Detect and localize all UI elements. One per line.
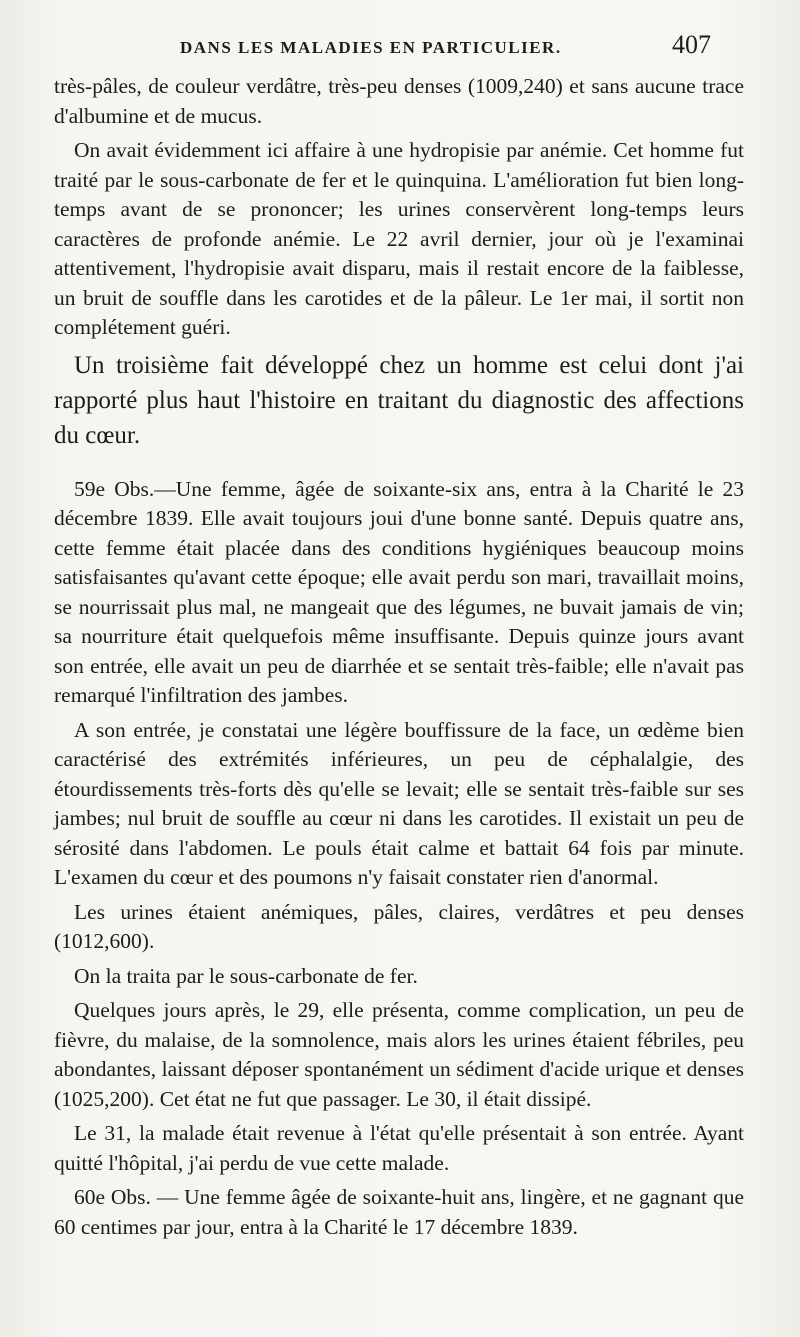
body-text <box>54 72 744 1242</box>
paragraph-urines: Les urines étaient anémiques, pâles, claires, verdâtres et peu denses (1012,600). <box>54 899 744 953</box>
paragraph-complication: Quelques jours après, le 29, elle présenta, comme complication, un peu de fièvre, du malaise, de la somnolence, mais alors les urines étaient fébriles, peu abondantes, laissant déposer spontanément un sédiment d'acide urique et denses (1025,200). Cet état ne fut que passager. Le 30, il était dissipé. <box>54 998 744 1111</box>
paragraph-obs-59: 59e Obs.—Une femme, âgée de soixante-six ans, entra à la Charité le 23 décembre 1839. Elle avait toujours joui d'une bonne santé. Depuis quatre ans, cette femme était placée dans des conditions hygiéniques beaucoup moins satisfaisantes qu'avant cette époque; elle avait perdu son mari, travaillait moins, se nourrissait plus mal, ne mangeait que des légumes, ne buvait jamais de vin; sa nourriture était quelquefois même insuffisante. Depuis quinze jours avant son entrée, elle avait un peu de diarrhée et se sentait très-faible; elle n'avait pas remarqué l'infiltration des jambes. <box>54 476 744 707</box>
paragraph-third-case: Un troisième fait développé chez un homme est celui dont j'ai rapporté plus haut l'histoire en traitant du diagnostic des affections du cœur. <box>54 351 744 449</box>
paragraph-discharge: Le 31, la malade était revenue à l'état qu'elle présentait à son entrée. Ayant quitté l'hôpital, j'ai perdu de vue cette malade. <box>54 1121 744 1175</box>
page-number: 407 <box>672 30 711 59</box>
paragraph-continuation: très-pâles, de couleur verdâtre, très-peu denses (1009,240) et sans aucune trace d'albumine et de mucus. <box>54 74 744 128</box>
paragraph-treatment-outcome: On avait évidemment ici affaire à une hydropisie par anémie. Cet homme fut traité par le sous-carbonate de fer et le quinquina. L'amélioration fut bien long-temps avant de se prononcer; les urines conservèrent long-temps leurs caractères de profonde anémie. Le 22 avril dernier, jour où je l'examinai attentivement, l'hydropisie avait disparu, mais il restait encore de la faiblesse, un bruit de souffle dans les carotides et de la pâleur. Le 1er mai, il sortit non complétement guéri. <box>54 138 744 339</box>
page-header <box>0 30 800 70</box>
paragraph-admission-exam: A son entrée, je constatai une légère bouffissure de la face, un œdème bien caractérisé des extrémités inférieures, un peu de céphalalgie, des étourdissements très-forts dès qu'elle se levait; elle se sentait très-faible sur ses jambes; nul bruit de souffle au cœur ni dans les carotides. Il existait un peu de sérosité dans l'abdomen. Le pouls était calme et battait 64 fois par minute. L'examen du cœur et des poumons n'y faisait constater rien d'anormal. <box>54 717 744 889</box>
paragraph-obs-60: 60e Obs. — Une femme âgée de soixante-huit ans, lingère, et ne gagnant que 60 centimes par jour, entra à la Charité le 17 décembre 1839. <box>54 1185 744 1239</box>
running-head: DANS LES MALADIES EN PARTICULIER. <box>180 38 562 57</box>
paragraph-treatment: On la traita par le sous-carbonate de fer. <box>74 963 418 988</box>
